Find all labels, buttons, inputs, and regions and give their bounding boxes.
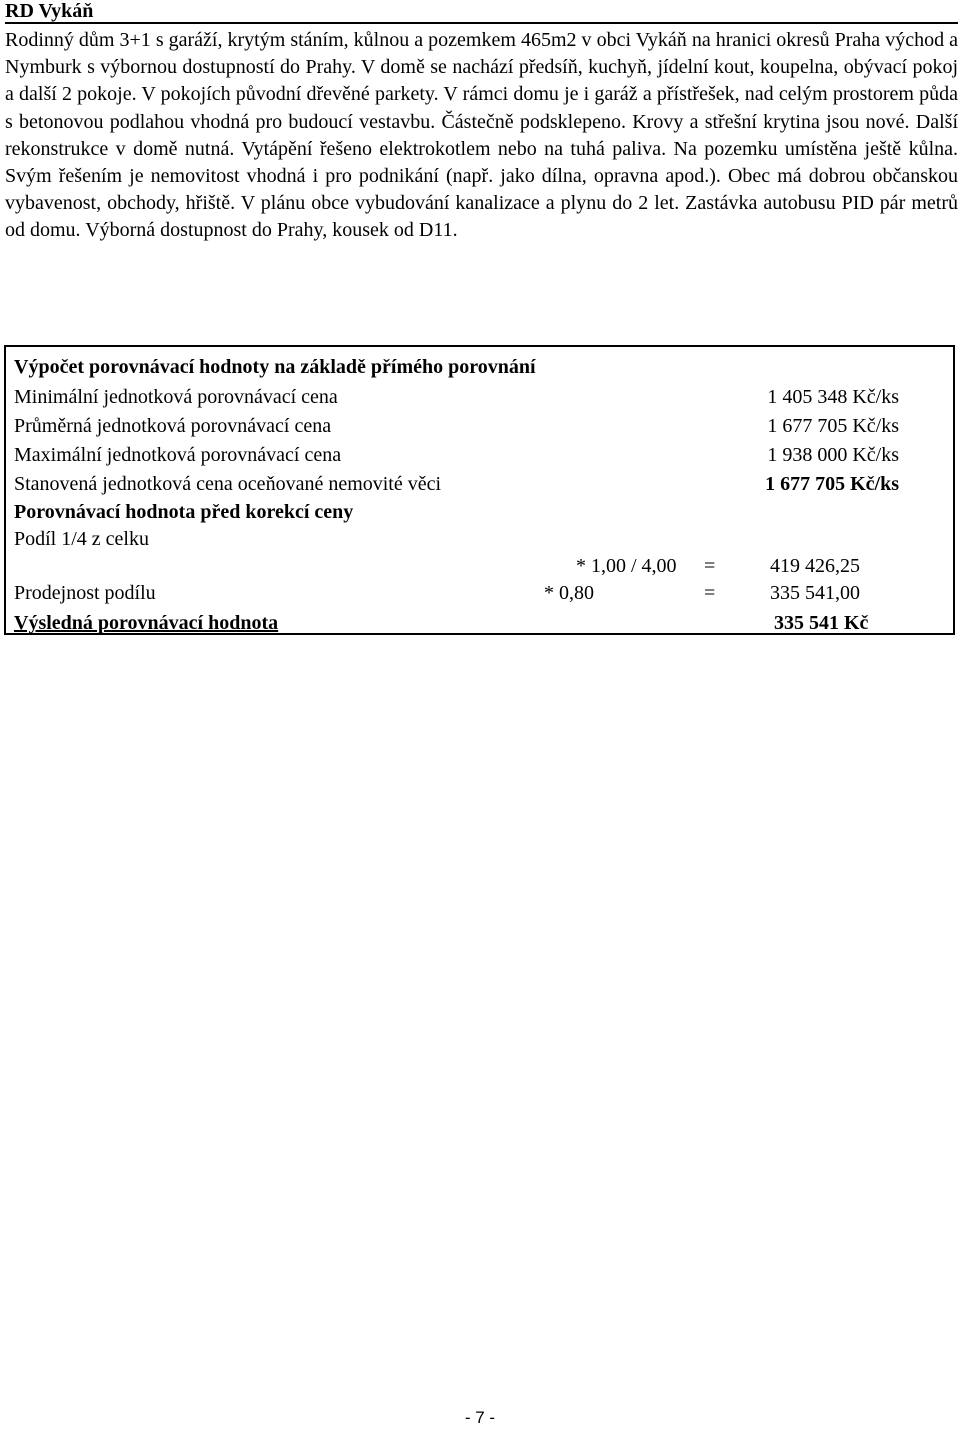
final-value: 335 541 Kč [774, 612, 869, 634]
section-heading: RD Vykáň [5, 0, 958, 24]
property-description: Rodinný dům 3+1 s garáží, krytým stáním, kůlnou a pozemkem 465m2 v obci Vykáň na hranici okresů Praha východ a Nymburk s výbornou dostupností do Prahy. V domě se nachází předsíň, kuchyň, jídelní kout, koupelna, obývací pokoj a další 2 pokoje. V pokojích původní dřevěné parkety. V rámci domu je i garáž a přístřešek, nad celým prostorem půda s betonovou podlahou vhodná pro budoucí vestavbu. Částečně podsklepeno. Krovy a střešní krytina jsou nové. Další rekonstrukce v domě nutná. Vytápění řešeno elektrokotlem nebo na tuhá paliva. Na pozemku umístěna ještě kůlna. Svým řešením je nemovitost vhodná i pro podnikání (např. jako dílna, opravna apod.). Obec má dobrou občanskou vybavenost, obchody, hřiště. V plánu obce vybudování kanalizace a plynu do 2 let. Zastávka autobusu PID pár metrů od domu. Výborná dostupnost do Prahy, kousek od D11. [5, 29, 958, 242]
final-value-label: Výsledná porovnávací hodnota [14, 612, 279, 634]
before-correction-label: Porovnávací hodnota před korekcí ceny [14, 501, 354, 523]
min-price-value: 1 405 348 Kč/ks [767, 386, 899, 408]
set-price-label: Stanovená jednotková cena oceňované nemovité věci [14, 473, 442, 495]
saleability-label: Prodejnost podílu [14, 582, 156, 604]
max-price-value: 1 938 000 Kč/ks [767, 444, 899, 466]
share-equals: = [704, 555, 716, 577]
share-result: 419 426,25 [770, 555, 860, 577]
page-number: - 7 - [464, 1408, 496, 1427]
set-price-value: 1 677 705 Kč/ks [765, 473, 899, 495]
saleability-equals: = [704, 582, 716, 604]
saleability-operation: * 0,80 [544, 582, 594, 604]
share-label: Podíl 1/4 z celku [14, 528, 149, 550]
min-price-label: Minimální jednotková porovnávací cena [14, 386, 338, 408]
max-price-label: Maximální jednotková porovnávací cena [14, 444, 342, 466]
saleability-result: 335 541,00 [770, 582, 860, 604]
valuation-table [4, 345, 955, 635]
share-operation: * 1,00 / 4,00 [576, 555, 677, 577]
avg-price-label: Průměrná jednotková porovnávací cena [14, 415, 332, 437]
avg-price-value: 1 677 705 Kč/ks [767, 415, 899, 437]
valuation-title-text: Výpočet porovnávací hodnoty na základě přímého porovnání [14, 356, 536, 378]
